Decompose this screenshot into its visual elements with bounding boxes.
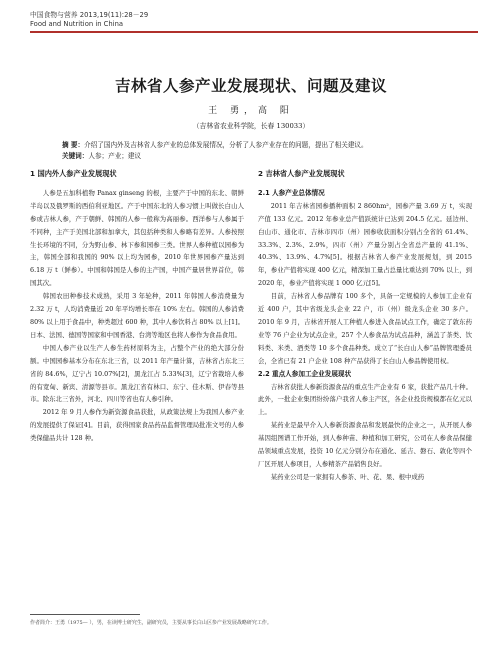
footnote-rule: [30, 614, 140, 615]
left-column: [30, 168, 244, 445]
paragraph: 目前，吉林省人参品牌有 100 多个，具备一定规模的人参加工企业有近 400 户，其中省级龙头企业 22 户，市（州）级龙头企业 30 多户。2010 年 9 月，吉林省开展人工种植人参进入食品试点工作，确定了敦东药业等 76 户企业为试点企业，257 个人参食品为试点品种，涵盖了茶类、饮料类、米类、酒类等 10 多个食品种类。成立了“长白山人参”品牌管理委员会，全省已有 21 户企业 108 种产品获得了长白山人参品牌使用权。: [258, 292, 472, 365]
section-heading: 1 国内外人参产业发展现状: [30, 169, 117, 178]
paragraph: 2012 年 9 月人参作为新资源食品获批，从政策法规上为我国人参产业的发展提供了保证[4]。目前，获得国家食品药品监督管理局批准文号的人参类保健品共计 128 种。: [30, 408, 244, 443]
right-column: [258, 168, 472, 484]
journal-header: [30, 11, 148, 28]
paragraph: 人参是五加科植物 Panax ginseng 的根，主要产于中国的东北、朝鲜半岛以及俄罗斯的西伯利亚地区。产于中国东北的人参习惯上叫做长白山人参或吉林人参，产于朝鲜、韩国的人参一般称为高丽参。西洋参与人参属于不同种，主产于美国北部和加拿大，其包括种类和人参略有差异。人参按照生长环境的不同，分为野山参、林下参和园参三类。世界人参种植以园参为主，韩国全部和我国的 90% 以上均为园参，2010 年世界园参产量达到 6.18 万 t（鲜参）。中国和韩国是人参的主产国，中国产量居世界首位，韩国其次。: [30, 188, 244, 288]
article-affiliation: （吉林省农业科学院，长春 130033）: [192, 122, 310, 130]
paragraph: 中国人参产业以生产人参生药材原料为主，占整个产业的绝大部分份额。中国园参基本分布在东北三省，以 2011 年产量计算，吉林省占东北三省的 84.6%，辽宁占 10.07%[2]，黑龙江占 5.33%[3]，辽宁省栽培人参的有宽甸、新宾、清源等县市。黑龙江省有林口、东宁、佳木斯、伊春等县市。除东北三省外，河北、四川等省也有人参引种。: [30, 343, 244, 404]
subsection-heading: 2.2 重点人参加工企业发展现状: [258, 369, 352, 378]
section-heading: 2 吉林省人参产业发展现状: [258, 169, 345, 178]
paragraph: 吉林省获批人参新资源食品的重点生产企业有 6 家，获批产品几十种。此外，一批企业集团纷纷落户我省人参主产区，各企业投资规模都在亿元以上。: [258, 382, 472, 417]
author-footnote: 作者简介：王勇（1975— ），男，在读博士研究生，副研究员，主要从事长白山区参产业发展战略研究工作。: [30, 620, 272, 626]
article-authors: 王 勇，高 阳: [208, 106, 294, 116]
paragraph: 韩国农田种参技术成熟，采用 3 年轮种，2011 年韩国人参消费量为 2.32 万 t，人均消费量近 20 年平均增长率在 10% 左右。韩国的人参消费 80% 以上用于食品中，种类超过 600 种，其中人参饮料占 80% 以上[1]。日本、法国、德国等国家和中国香港、台湾等地区也将人参作为食品食用。: [30, 292, 244, 339]
header-rule: [30, 31, 478, 33]
keywords-text: 人参；产业；建议: [88, 152, 142, 160]
paragraph: 某药业是最早介入人参新资源食品和发展最快的企业之一，从开展人参基因组图谱工作开始，到人参种苗、种植和加工研究，公司在人参食品保健品领域重点发展，投资 10 亿元分别分布在通化、延吉、磐石、敦化等四个厂区开展人参项目，人参精茶产品销售良好。: [258, 421, 472, 468]
paragraph: 某药业公司是一家拥有人参茶、叶、花、果、根中成药: [270, 472, 425, 481]
keywords-label: 关键词：: [62, 152, 89, 160]
article-title: 吉林省人参产业发展现状、问题及建议: [114, 77, 387, 95]
abstract-label: 摘 要：: [62, 141, 85, 149]
subsection-heading: 2.1 人参产业总体情况: [258, 188, 325, 197]
abstract-block: [62, 140, 442, 162]
journal-citation: 中国食物与营养 2013,19(11):28－29: [30, 11, 149, 19]
abstract-text: 介绍了国内外及吉林省人参产业的总体发展情况，分析了人参产业存在的问题，提出了相关建议。: [84, 141, 368, 149]
journal-english-name: Food and Nutrition in China: [30, 19, 124, 28]
paragraph: 2011 年吉林省园参播种面积 2 860hm²，园参产量 3.69 万 t，实现产值 133 亿元。2012 年参业总产值跃统计已达到 204.5 亿元。延边州、白山市、通化市、吉林市四市（州）园参收获面积分别占全省的 61.4%、33.3%、2.3%、2.9%，四市（州）产量分别占全省总产量的 41.1%、40.3%、13.9%、4.7%[5]。根据吉林省人参产业发展规划，到 2015 年，参业产值将实现 400 亿元，精深加工量占总量比重达到 70% 以上，到 2020 年，参业产值将实现 1 000 亿元[5]。: [258, 201, 472, 288]
